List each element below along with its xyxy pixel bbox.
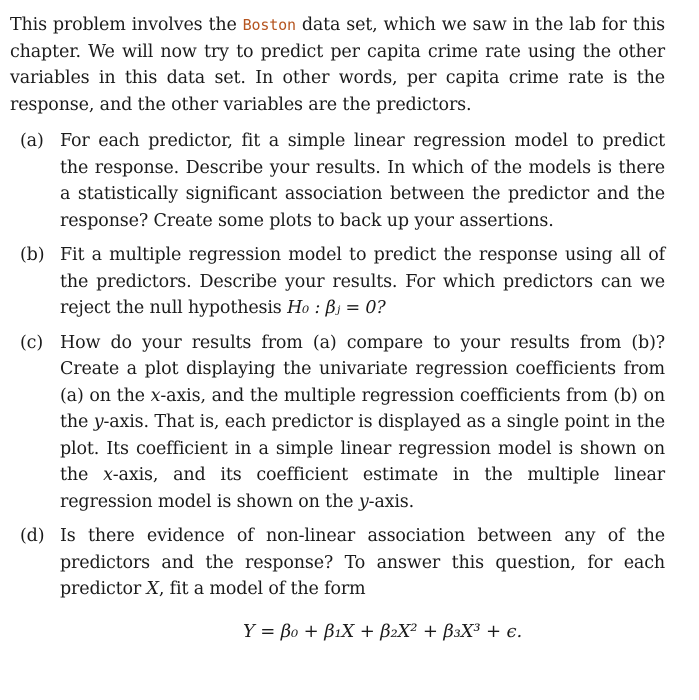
part-c-text-4: -axis, and its coefficient estimate in the multiple linear regression model is shown on the xyxy=(60,465,665,512)
part-d-text: Is there evidence of non-linear association between any of the predictors and the response? To answer this question, for each predictor xyxy=(60,526,665,599)
part-c-text-5: -axis. xyxy=(368,491,415,512)
intro-text-after: data set, which we saw in the lab for this chapter. We will now try to predict per capita crime rate using the other variables in this data set. In other words, per capita crime rate is the response, and the other variables are the predictors. xyxy=(10,15,665,115)
part-d-label: (d) xyxy=(20,526,45,546)
x-axis-var-2: x xyxy=(103,465,113,485)
part-c-text-1: How do your results from (a) compare to your results from (b)? Create a plot displaying the univariate regression coefficients from (a) on the xyxy=(60,332,665,406)
part-b-label: (b) xyxy=(20,245,45,265)
model-equation: Y = β₀ + β₁X + β₂X² + β₃X³ + ϵ. xyxy=(242,620,523,642)
null-hypothesis: H₀ : βⱼ = 0? xyxy=(287,298,386,318)
part-d xyxy=(10,523,665,645)
predictor-var: X xyxy=(146,579,159,599)
y-axis-var: y xyxy=(93,412,104,432)
part-a xyxy=(10,128,665,234)
problem-text xyxy=(10,12,665,653)
part-c-text-3: -axis. That is, each predictor is displayed as a single point in the plot. Its coefficient in a simple linear regression model is shown on the xyxy=(60,412,665,485)
part-c-text-2: -axis, and the multiple regression coefficients from (b) on the xyxy=(60,385,665,432)
intro-paragraph xyxy=(10,12,665,118)
y-axis-var-2: y xyxy=(358,491,369,512)
dataset-name: Boston xyxy=(242,16,296,34)
part-a-label: (a) xyxy=(20,131,44,151)
part-c-label: (c) xyxy=(20,332,44,353)
part-b xyxy=(10,242,665,322)
part-d-text-end: , fit a model of the form xyxy=(158,579,366,599)
x-axis-var: x xyxy=(150,385,161,406)
part-c xyxy=(10,330,665,516)
part-b-text: Fit a multiple regression model to predict the response using all of the predictors. Describe your results. For which predictors can we reject the null hypothesis xyxy=(60,245,665,318)
intro-text-before: This problem involves the xyxy=(10,15,243,35)
part-a-text: For each predictor, fit a simple linear regression model to predict the response. Describe your results. In which of the models is there a statistically significant association between the predictor and the response? Create some plots to back up your assertions. xyxy=(60,131,665,231)
